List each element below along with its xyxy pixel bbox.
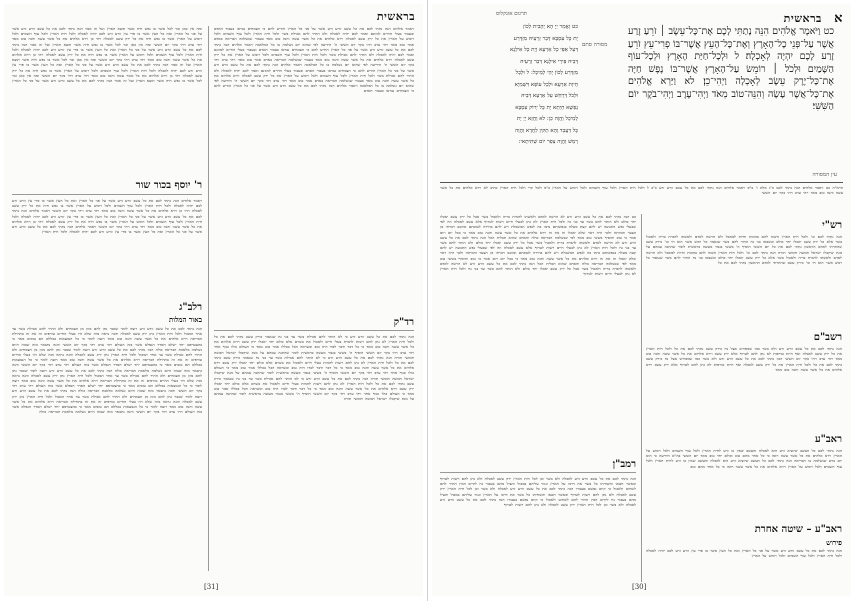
section-heading-radak: רד"ק xyxy=(393,317,414,328)
targum-column xyxy=(440,22,578,149)
section-subheading: באור המלות xyxy=(168,315,202,324)
section-heading-yosef: ר' יוסף בכור שור xyxy=(135,180,202,191)
commentary-block: הנה נתתי לכם את כל עשב זורע זרע כי לא הותר להם אכילת בשר עד בני נח שנאמר כירק עשב נתתי לכם את כל ולכל חית הארץ לא נתן להם רשות להמית בעלי חיים ולאכול את בשרם אלא כולם יחד יאכלו ירק עשב וירא אלהים את כל אשר עשה והנה טוב מאד כי כל דבר ודבר לבדו היה טוב וכשראה הכל בכללו אמר טוב מאד כי העולם כולו כגוף אחד ויהי ערב ויהי בקר יום הששי הוסיף ה' בששי בגמר מעשה בראשית לומר שהתנה עמהם על מנת שיקבלו ישראל חמשה חומשי תורה הנה נתתי לכם את כל עשב זורע זרע כי לא הותר להם אכילת בשר עד בני נח שנאמר כירק עשב נתתי לכם את כל ולכל חית הארץ לא נתן להם רשות להמית בעלי חיים ולאכול את בשרם אלא כולם יחד יאכלו ירק עשב וירא אלהים את כל אשר עשה והנה טוב מאד כי כל דבר ודבר לבדו היה טוב וכשראה הכל בכללו אמר טוב מאד כי העולם כולו כגוף אחד ויהי ערב ויהי בקר יום הששי הוסיף ה' בששי בגמר מעשה בראשית לומר שהתנה עמהם על מנת שיקבלו ישראל חמשה חומשי תורה הנה נתתי לכם את כל עשב זורע זרע כי לא הותר להם אכילת בשר עד בני נח שנאמר כירק עשב נתתי לכם את כל ולכל חית הארץ לא נתן להם רשות להמית בעלי חיים ולאכול את בשרם אלא כולם יחד יאכלו ירק עשב וירא אלהים את כל אשר עשה והנה טוב מאד כי כל דבר ודבר לבדו היה טוב וכשראה הכל בכללו אמר טוב מאד כי העולם כולו כגוף אחד ויהי ערב ויהי בקר יום הששי הוסיף ה' בששי בגמר מעשה בראשית לומר שהתנה עמהם על מנת שיקבלו ישראל חמשה חומשי תורה xyxy=(214,334,414,402)
divider xyxy=(214,330,414,331)
running-head: בראשית xyxy=(376,10,415,23)
page-gutter xyxy=(427,0,428,601)
masorah-label: עין המסורה xyxy=(812,172,837,178)
section-subheading: פירוש xyxy=(826,538,842,547)
commentary-block: הנה נתתי לכם את כל עשב זורע זרע רוצה לומר שכבר נתן להם מזון מן הצמחים ולא התיר להם אכילת בשר עד אחר המבול ולכל חית הארץ נתן ירק עשב לאכלה והנה נראה מזה שלא היו בעלי החיים טורפים זה את זה בתחילת הבריאה וירא אלהים את כל אשר עשה והנה טוב מאד רוצה לומר כי כל הנמצאות בכללם הם טובים מאד כי בהצטרפם יחד ישלם הסדר הנפלא אשר בזה העולם ויהי ערב ויהי בקר יום הששי והנה נתבאר מזה שבזה היום נשלמה מלאכת הבריאה כולה הנה נתתי לכם את כל עשב זורע זרע רוצה לומר שכבר נתן להם מזון מן הצמחים ולא התיר להם אכילת בשר עד אחר המבול ולכל חית הארץ נתן ירק עשב לאכלה והנה נראה מזה שלא היו בעלי החיים טורפים זה את זה בתחילת הבריאה וירא אלהים את כל אשר עשה והנה טוב מאד רוצה לומר כי כל הנמצאות בכללם הם טובים מאד כי בהצטרפם יחד ישלם הסדר הנפלא אשר בזה העולם ויהי ערב ויהי בקר יום הששי והנה נתבאר מזה שבזה היום נשלמה מלאכת הבריאה כולה הנה נתתי לכם את כל עשב זורע זרע רוצה לומר שכבר נתן להם מזון מן הצמחים ולא התיר להם אכילת בשר עד אחר המבול ולכל חית הארץ נתן ירק עשב לאכלה והנה נראה מזה שלא היו בעלי החיים טורפים זה את זה בתחילת הבריאה וירא אלהים את כל אשר עשה והנה טוב מאד רוצה לומר כי כל הנמצאות בכללם הם טובים מאד כי בהצטרפם יחד ישלם הסדר הנפלא אשר בזה העולם ויהי ערב ויהי בקר יום הששי והנה נתבאר מזה שבזה היום נשלמה מלאכת הבריאה כולה הנה נתתי לכם את כל עשב זורע זרע רוצה לומר שכבר נתן להם מזון מן הצמחים ולא התיר להם אכילת בשר עד אחר המבול ולכל חית הארץ נתן ירק עשב לאכלה והנה נראה מזה שלא היו בעלי החיים טורפים זה את זה בתחילת הבריאה וירא אלהים את כל אשר עשה והנה טוב מאד רוצה לומר כי כל הנמצאות בכללם הם טובים מאד כי בהצטרפם יחד ישלם הסדר הנפלא אשר בזה העולם ויהי ערב ויהי בקר יום הששי והנה נתבאר מזה שבזה היום נשלמה מלאכת הבריאה כולה xyxy=(12,326,202,415)
targum-line: כָּל דַּעֲבַד וְהָא תַקִּין לַחֲדָא וַהֲוָה xyxy=(515,127,578,134)
commentary-block: הנה נתתי לכם וגו' ולכל חית הארץ השוה להם בהמות וחיות למאכל ולא הרשה לאדם ולאשתו להמית בריה ולאכול בשר אלא כל ירק עשב יאכלו יחד כולם וכשבאו בני נח התיר להם בשר שנאמר כל רמש אשר הוא חי וגו' כירק עשב שהתרתי לאדם הראשון נתתי לכם את כל יום הששי הוסיף ה' בששי בגמר מעשה בראשית לומר שהתנה עמהם על מנת שיקבלו ישראל חמשה חומשי תורה הנה נתתי לכם וגו' ולכל חית הארץ השוה להם בהמות וחיות למאכל ולא הרשה לאדם ולאשתו להמית בריה ולאכול בשר אלא כל ירק עשב יאכלו יחד כולם וכשבאו בני נח התיר להם בשר שנאמר כל רמש אשר הוא חי וגו' כירק עשב שהתרתי לאדם הראשון נתתי לכם את כל xyxy=(646,234,842,266)
targum-line: לְמֵיכָל וַהֲוָה כֵן: לא וַחֲזָא יְיָ יָת xyxy=(516,116,578,122)
commentary-block: ויאמר אלהים הנה נתתי לכם את כל עשב זורע זרע אשר על פני כל הארץ ואת כל העץ אשר בו פרי עץ זורע זרע לכם יהיה לאכלה ולכל חית הארץ ולכל עוף השמים ולכל רומש על הארץ אשר בו נפש חיה את כל ירק עשב לאכלה ויהי כן וירא אלהים את כל אשר עשה והנה טוב מאד ויהי ערב ויהי בקר יום הששי ויאמר אלהים הנה נתתי לכם את כל עשב זורע זרע אשר על פני כל הארץ ואת כל העץ אשר בו פרי עץ זורע זרע לכם יהיה לאכלה ולכל חית הארץ ולכל עוף השמים ולכל רומש על הארץ אשר בו נפש חיה את כל ירק עשב לאכלה ויהי כן וירא אלהים את כל אשר עשה והנה טוב מאד ויהי ערב ויהי בקר יום הששי ויאמר אלהים הנה נתתי לכם את כל עשב זורע זרע אשר על פני כל הארץ ואת כל העץ אשר בו פרי עץ זורע זרע לכם יהיה לאכלה ולכל חית הארץ xyxy=(12,198,202,235)
left-page xyxy=(4,4,423,596)
targum-line: כט וַאֲמַר יְיָ הָא יְהָבִית לְכוֹן xyxy=(523,24,578,30)
targum-line: דְּעַל אַפֵּי כָל אַרְעָא וְיָת כָּל אִילָנָא xyxy=(510,47,578,53)
page-number: [30] xyxy=(632,583,647,591)
right-page xyxy=(432,4,851,596)
targum-line: וּלְכֹל דְּרָחֵשׁ עַל אַרְעָא דְּבֵיהּ xyxy=(521,93,578,99)
verse-31: לא וַיַּרְא אֱלֹהִים אֶת־כָּל־אֲשֶׁר עָשָׂה וְהִנֵּה־טוֹב מְאֹד וַיְהִי־עֶרֶב וַיְהִי־בֹקֶר יוֹם הַשִּׁשִּׁי׃ xyxy=(628,76,834,112)
commentary-block: ומה אין כאן זכר לכל אשר בו נפש חיה אשר תוצא הארץ ועל זה אמר הנה נתתי לכם את כל עשב זורע זרע אשר על פני כל הארץ ואת כל העץ אשר בו פרי עץ זורע זרע לכם יהיה לאכלה ולכל חית הארץ ולכל עוף השמים ולכל רומש על הארץ אשר בו נפש חיה את כל ירק עשב לאכלה ויהי כן וירא אלהים את כל אשר עשה והנה טוב מאד ויהי ערב ויהי בקר יום הששי ומה אין כאן זכר לכל אשר בו נפש חיה אשר תוצא הארץ ועל זה אמר הנה נתתי לכם את כל עשב זורע זרע אשר על פני כל הארץ ואת כל העץ אשר בו פרי עץ זורע זרע לכם יהיה לאכלה ולכל חית הארץ ולכל עוף השמים ולכל רומש על הארץ אשר בו נפש חיה את כל ירק עשב לאכלה ויהי כן וירא אלהים את כל אשר עשה והנה טוב מאד ויהי ערב ויהי בקר יום הששי ומה אין כאן זכר לכל אשר בו נפש חיה אשר תוצא הארץ ועל זה אמר הנה נתתי לכם את כל עשב זורע זרע אשר על פני כל הארץ ואת כל העץ אשר בו פרי עץ זורע זרע לכם יהיה לאכלה ולכל חית הארץ ולכל עוף השמים ולכל רומש על הארץ אשר בו נפש חיה את כל ירק עשב לאכלה ויהי כן וירא אלהים את כל אשר עשה והנה טוב מאד ויהי ערב ויהי בקר יום הששי ומה אין כאן זכר לכל אשר בו נפש חיה אשר תוצא הארץ ועל זה אמר הנה נתתי לכם את כל עשב זורע זרע אשר על פני כל הארץ xyxy=(12,26,202,84)
column-divider xyxy=(641,214,642,582)
section-heading-ramban: רמב"ן xyxy=(612,459,636,470)
section-heading-ralbag: רלב"ג xyxy=(179,302,202,313)
targum-line: דְּבֵיהּ פֵּירֵי אִילָנָא דְּבַר זַרְעֵיהּ xyxy=(520,58,578,65)
section-heading-raavad: ראב"ע xyxy=(814,434,842,445)
divider xyxy=(440,182,843,183)
targum-line: נַפְשָׁא חַיְתָא יָת כָּל יְרוֹק עִסְבָּא xyxy=(515,104,578,111)
running-head xyxy=(784,10,843,26)
commentary-block: הנה נתתי לכם כל העשב שיוציא זרע הוא לאכלה והעשב שאין בו זרע לחית הארץ ולכל עוף השמים ולכל רומש על הארץ וירא אלהים את כל אשר עשה ראה כי כל אחד מהם טוב וכולם יחד טוב מאד יום הששי בה"א הידיעה כי הוא יום נודע שנשלמה בו הבריאה הנה נתתי לכם כל העשב שיוציא זרע הוא לאכלה והעשב שאין בו זרע לחית הארץ ולכל עוף השמים ולכל רומש על הארץ וירא אלהים את כל אשר עשה ראה כי כל אחד מהם טוב xyxy=(646,448,842,469)
section-heading-rashbam: רשב"ם xyxy=(813,332,842,343)
divider xyxy=(440,472,636,473)
commentary-block: כט הנה נתתי לכם את כל עשב זורע זרע לא הרשה לאדם ולאשתו להמית בריה ולאכול בשר אבל כל ירק עשב יאכלו יחד כולם ולא הותר להם בשר עד בני נח ולכל חית הארץ לא נתן לבעלי חיים רשות לטרוף אלא עשב לאכלה וזה לפי שבעלי נפש התנועה יש להם קצת מעלה בנפשותם נדמו בה לנפש המשכלת ויש להם בחירה לטובתם ומזונם ויברחו מן הצער והמיתה ולכך היה ראוי שלא יאכלו זה את זה וירא אלהים את כל אשר עשה והנה טוב מאד כי בכל יום ויום אמר כי טוב והוסיף בששי טוב מאד לפי שנשלמה הבריאה כולה והאדם שהוא תכלית הכל הנה נתתי לכם את כל עשב זורע זרע לא הרשה לאדם ולאשתו להמית בריה ולאכול בשר אבל כל ירק עשב יאכלו יחד כולם ולא הותר להם בשר עד בני נח ולכל חית הארץ לא נתן לבעלי חיים רשות לטרוף אלא עשב לאכלה וזה לפי שבעלי נפש התנועה יש להם קצת מעלה בנפשותם נדמו בה לנפש המשכלת ויש להם בחירה לטובתם ומזונם ויברחו מן הצער והמיתה ולכך היה ראוי שלא יאכלו זה את זה וירא אלהים את כל אשר עשה והנה טוב מאד כי בכל יום ויום אמר כי טוב והוסיף בששי טוב מאד לפי שנשלמה הבריאה כולה והאדם שהוא תכלית הכל הנה נתתי לכם את כל עשב זורע זרע לא הרשה לאדם ולאשתו להמית בריה ולאכול בשר אבל כל ירק עשב יאכלו יחד כולם ולא הותר להם בשר עד בני נח ולכל חית הארץ לא נתן לבעלי חיים רשות לטרוף xyxy=(440,214,636,277)
commentary-block: ויאמר אלהים הנה נתתי לכם את כל עשב זורע זרע אשר על פני כל הארץ הודיע להם כי הצמחים נבראו בעבור האדם ובעבור בעלי החיים למזונם ואמר לכם יהיה לאכלה ולא התיר להם אכילת בשר ולכל חית הארץ ולכל עוף השמים ולכל רומש על הארץ את כל ירק עשב לאכלה וירא אלהים את כל אשר עשה והנה טוב מאד בעבור שנשלמה הבריאה באדם אמר טוב מאד ויהי ערב ויהי בקר יום הששי ה' הידיעה לפי שהוא יום נשלמה בו כל המלאכה ויאמר אלהים הנה נתתי לכם את כל עשב זורע זרע אשר על פני כל הארץ הודיע להם כי הצמחים נבראו בעבור האדם ובעבור בעלי החיים למזונם ואמר לכם יהיה לאכלה ולא התיר להם אכילת בשר ולכל חית הארץ ולכל עוף השמים ולכל רומש על הארץ את כל ירק עשב לאכלה וירא אלהים את כל אשר עשה והנה טוב מאד בעבור שנשלמה הבריאה באדם אמר טוב מאד ויהי ערב ויהי בקר יום הששי ה' הידיעה לפי שהוא יום נשלמה בו כל המלאכה ויאמר אלהים הנה נתתי לכם את כל עשב זורע זרע אשר על פני כל הארץ הודיע להם כי הצמחים נבראו בעבור האדם ובעבור בעלי החיים למזונם ואמר לכם יהיה לאכלה ולא התיר להם אכילת בשר ולכל חית הארץ ולכל עוף השמים ולכל רומש על הארץ את כל ירק עשב לאכלה וירא אלהים את כל אשר עשה והנה טוב מאד בעבור שנשלמה הבריאה באדם אמר טוב מאד ויהי ערב ויהי בקר יום הששי ה' הידיעה לפי שהוא יום נשלמה בו כל המלאכה ויאמר אלהים הנה נתתי לכם את כל עשב זורע זרע אשר על פני כל הארץ הודיע להם כי הצמחים נבראו בעבור האדם xyxy=(214,26,414,94)
verse-30: ל וּלְכָל־חַיַּת הָאָרֶץ וּלְכָל־עוֹף הַשָּׁמַיִם וּלְכֹל ׀ רוֹמֵשׂ עַל־הָאָרֶץ אֲשֶׁר־בּוֹ נֶפֶשׁ חַיָּה אֶת־כָּל־יֶרֶק עֵשֶׂב לְאָכְלָה וַיְהִי־כֵן׃ xyxy=(628,51,834,87)
targum-line: מִזְדְּרַע לְכוֹן יְהֵי לְמֵיכָל: ל וּלְכָל xyxy=(515,70,578,76)
targum-line: חֵיוַת אַרְעָא וּלְכָל עוֹפָא דִּשְׁמַיָּא xyxy=(514,81,578,88)
torah-text xyxy=(628,26,834,114)
section-heading-rashi: רש"י xyxy=(822,220,842,231)
commentary-block: הנה נתתי לכם את כל עשב זורע זרע ולא בשר כמו שמפורש אצל נח כירק עשב נתתי לכם את כל ולכל חית הארץ את כל ירק עשב לאכלה ואף חיות טורפות לא נתן להם לטרוף אלא ירק עשב וירא אלהים את כל אשר עשה והנה טוב מאד ויהי ערב ויהי בקר יום הששי הנה נתתי לכם את כל עשב זורע זרע ולא בשר כמו שמפורש אצל נח כירק עשב נתתי לכם את כל ולכל חית הארץ את כל ירק עשב לאכלה ואף חיות טורפות לא נתן להם לטרוף אלא ירק עשב וירא אלהים את כל אשר עשה והנה טוב מאד xyxy=(646,346,842,372)
page-number: [31] xyxy=(204,583,219,591)
commentary-block: הנה נתתי לכם את כל עשב זורע זרע לאכלה ולא בשר וכן לכל חית הארץ ירק עשב לאכלה ולא נתן להם רשות לטרוף וכאשר חטאו והשחיתו כל בשר את דרכו על הארץ ונגזר עליהם במבול והציל מהם בעבור נח לקיים המין התיר להם לשחוט ולאכול כי קיום נפשם בעבורו הנה נתתי לכם את כל עשב זורע זרע לאכלה ולא בשר וכן לכל חית הארץ ירק עשב לאכלה ולא נתן להם רשות לטרוף וכאשר חטאו והשחיתו כל בשר את דרכו על הארץ ונגזר עליהם במבול והציל מהם בעבור נח לקיים המין התיר להם לשחוט ולאכול כי קיום נפשם בעבורו הנה נתתי לכם את כל עשב זורע זרע לאכלה ולא בשר וכן לכל חית הארץ ירק עשב לאכלה ולא נתן להם רשות לטרוף xyxy=(440,476,636,508)
targum-line: יָת כָּל עִסְבָּא דְּבַר זַרְעֵיהּ מִזְדְּרַע xyxy=(513,35,578,42)
divider xyxy=(12,194,202,195)
chapter-number: א xyxy=(834,11,843,26)
masorah-label-top: מסורה סתם xyxy=(582,42,608,48)
column-divider xyxy=(208,26,209,571)
book-title: בראשית xyxy=(783,12,822,25)
verse-29: כט וַיֹּאמֶר אֱלֹהִים הִנֵּה נָתַתִּי לָכֶם אֶת־כָּל־עֵשֶׂב ׀ זֹרֵעַ זֶרַע אֲשֶׁר עַל־פְּנֵי כָל־הָאָרֶץ וְאֶת־כָּל־הָעֵץ אֲשֶׁר־בּוֹ פְרִי־עֵץ זֹרֵעַ זָרַע לָכֶם יִהְיֶה לְאָכְלָה׃ xyxy=(628,26,835,62)
targum-line: רְמַשׁ וַהֲוָה צְפַר יוֹם שְׁתִיתָאי: xyxy=(518,139,578,145)
section-heading-raavad-alt: ראב"ע – שיטה אחרת xyxy=(754,524,842,535)
masorah-notes: הרמ"ה כט ויאמר אלהים הנה נתתי לכם כ"ג מלא ו' ב"פ ויאמר אלהים הנה נתתי לכם את כל עשב זורע זרע כ"ב ל ולכל חית הארץ ולכל עוף השמים ולכל רומש על הארץ ב"פ ולכל קרי ולכל חית הארץ כתיב לא וירא אלהים את כל אשר עשה והנה טוב מאד ויהי ערב ויהי בקר יום הששי xyxy=(440,185,843,196)
commentary-block: הנה נתתי לכם את כל עשב זורע זרע אשר על פני כל הארץ ואת כל העץ אשר בו פרי עץ זורע זרע לכם יהיה לאכלה ולכל חית הארץ ולכל עוף השמים ולכל רומש על הארץ xyxy=(646,548,842,559)
targum-label: תרגום אונקלוס xyxy=(496,11,528,17)
